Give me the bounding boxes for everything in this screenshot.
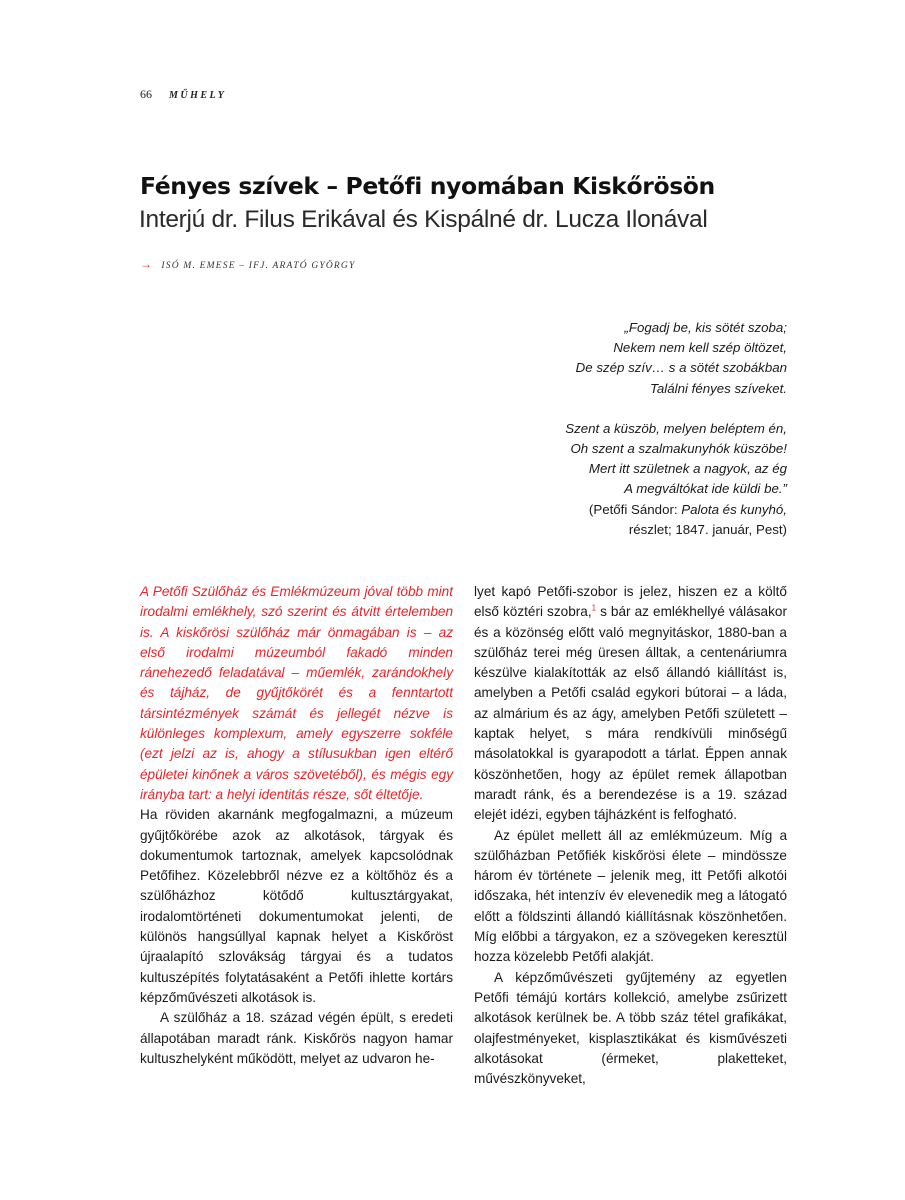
- section-name: MŰHELY: [169, 90, 227, 101]
- running-head: [140, 87, 226, 102]
- footnote-marker[interactable]: 1: [591, 603, 597, 613]
- attribution-author: (Petőfi Sándor:: [588, 501, 682, 517]
- epigraph-line: Nekem nem kell szép öltözet,: [613, 340, 787, 356]
- text-run: lyet kapó Petőfi-szobor is jelez, hiszen ez a költő első köztéri szobra,: [474, 584, 787, 620]
- lead-paragraph: A Petőfi Szülőház és Emlékmúzeum jóval több mint irodalmi emlékhely, szó szerint és átvitt értelemben is. A kiskőrösi szülőház már önmagában is – az első irodalmi múzeumból fakadó minden ránehezedő feladatával – műemlék, zarándokhely és tájház, de gyűjtőkörét és a fenntartott társintézmények számát és jellegét nézve is különleges komplexum, amely egyszerre sokféle (ezt jelzi az is, ahogy a stílusukban igen eltérő épületei kinőnek a város szövetéből), és mégis egy irányba tart: a helyi identitás része, sőt éltetője.: [140, 584, 453, 802]
- page-number: 66: [140, 87, 152, 101]
- epigraph-line: Szent a küszöb, melyen beléptem én,: [565, 420, 787, 436]
- epigraph-attribution-date: részlet; 1847. január, Pest): [628, 521, 787, 537]
- body-paragraph: A szülőház a 18. század végén épült, s eredeti állapotában maradt ránk. Kiskőrös nagyon hamar kultuszhelyként működött, melyet az udvaron he-: [140, 1010, 453, 1066]
- body-paragraph: A képzőművészeti gyűjtemény az egyetlen Petőfi témájú kortárs kollekció, amelybe zsűrizett alkotások kerülnek be. A több száz tétel grafikákat, olajfestményeket, kisplasztikákat és kisművészeti alkotásokat (érmeket, plaketteket, művészkönyveket,: [474, 969, 787, 1087]
- text-run: s bár az emlékhellyé válásakor és a közönség előtt való megnyitáskor, 1880-ban a szülőház terei még üresen álltak, a centenáriumra készülve kialakították az első állandó kiállítást is, amelyben a Petőfi család egykori bútorai – a láda, az almárium és az ágy, amelyben Petőfi született – kaptak helyet, s mára rendkívüli minőségű másolatokkal is gyarapodott a tárlat. Éppen annak köszönhetően, hogy az épület remek állapotban maradt ránk, és a berendezése is a 19. század elejét idézi, egyben tájházként is felfogható.: [474, 604, 787, 823]
- body-paragraph: [474, 582, 787, 826]
- column-left: [140, 582, 453, 1069]
- epigraph-line: Oh szent a szalmakunyhók küszöbe!: [570, 441, 787, 457]
- epigraph-line: Találni fényes szíveket.: [650, 380, 787, 396]
- article-title: Fényes szívek – Petőfi nyomában Kiskőrösön: [140, 172, 715, 200]
- attribution-work: Palota és kunyhó,: [681, 501, 787, 517]
- arrow-right-icon: →: [140, 257, 154, 271]
- epigraph-line: De szép szív… s a sötét szobákban: [575, 360, 787, 376]
- authors: ISÓ M. EMESE – IFJ. ARATÓ GYÖRGY: [161, 261, 356, 271]
- epigraph-line: Mert itt születnek a nagyok, az ég: [588, 461, 787, 477]
- article-subtitle: Interjú dr. Filus Erikával és Kispálné dr. Lucza Ilonával: [139, 206, 708, 233]
- epigraph-line: A megváltókat ide küldi be.”: [624, 481, 787, 497]
- body-paragraph: Ha röviden akarnánk megfogalmazni, a múzeum gyűjtőkörébe azok az alkotások, tárgyak és dokumentumok tartoznak, amelyek kapcsolódnak Petőfihez. Közelebbről nézve ez a költőhöz és a szülőházhoz kötődő kultusztárgyakat, irodalomtörténeti dokumentumokat jelenti, de különös hangsúllyal kapnak helyet a Kiskőröst újraalapító szlovákság tárgyai és a tudatos kultuszépítés folytatásaként a Petőfi ihlette kortárs képzőművészeti alkotások is.: [140, 807, 453, 1005]
- epigraph-attribution: [487, 500, 787, 520]
- body-paragraph: Az épület mellett áll az emlékmúzeum. Míg a szülőházban Petőfiék kiskőrösi élete – mindössze három év története – jelenik meg, itt Petőfi alkotói időszaka, hét intenzív év elevenedik meg a látogató előtt a földszinti állandó kiállításnak köszönhetően. Míg előbbi a tárgyakon, ez a szövegeken keresztül hozza közelebb Petőfi alakját.: [474, 827, 787, 965]
- epigraph-line: „Fogadj be, kis sötét szoba;: [624, 320, 787, 335]
- column-right: [474, 582, 787, 1089]
- epigraph: [487, 318, 787, 540]
- byline: [140, 257, 355, 272]
